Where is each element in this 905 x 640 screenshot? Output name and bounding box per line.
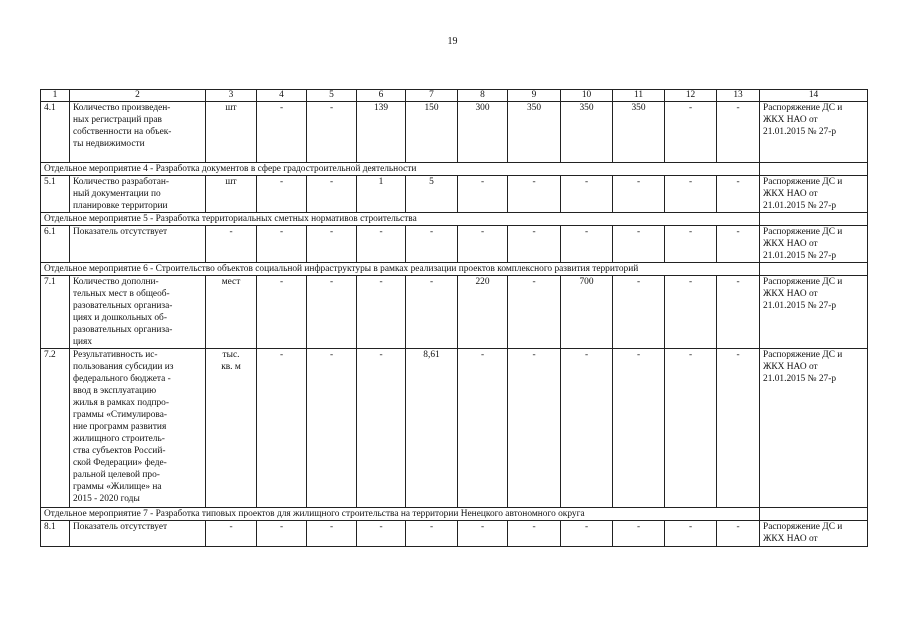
value-cell: - <box>406 276 458 349</box>
unit-cell <box>206 226 257 263</box>
value-cell: 1 <box>357 176 406 213</box>
column-header: 7 <box>406 90 458 102</box>
row-index: 7.2 <box>41 349 70 508</box>
indicator-name-line: ный документации по <box>73 189 161 199</box>
value-cell: 139 <box>357 102 406 163</box>
column-header: 4 <box>257 90 307 102</box>
value-cell: 5 <box>406 176 458 213</box>
indicator-name-line: Результативность ис- <box>73 350 158 360</box>
value-cell: - <box>406 226 458 263</box>
header-row <box>41 90 868 102</box>
unit-cell <box>206 521 257 547</box>
unit-line: тыс. <box>222 350 240 360</box>
indicator-name-line: ввод в эксплуатацию <box>73 386 157 396</box>
indicator-name-line: планировке территории <box>73 201 168 211</box>
indicator-name-line: ства субъектов Россий- <box>73 446 166 456</box>
value-cell: - <box>257 349 307 508</box>
value-cell: - <box>508 176 561 213</box>
value-cell: 350 <box>561 102 613 163</box>
column-header: 14 <box>760 90 868 102</box>
reference-cell <box>760 176 868 213</box>
indicator-name-line: ральной целевой про- <box>73 470 160 480</box>
section-title: Отдельное мероприятие 7 - Разработка типовых проектов для жилищного строительства на территории Ненецкого автономного округа <box>41 508 760 521</box>
indicators-table <box>40 89 868 547</box>
reference-line: 21.01.2015 № 27-р <box>763 251 837 261</box>
value-cell: - <box>665 521 717 547</box>
indicator-name-line: собственности на объек- <box>73 127 172 137</box>
value-cell: 300 <box>458 102 508 163</box>
column-header: 3 <box>206 90 257 102</box>
value-cell: - <box>508 349 561 508</box>
value-cell: - <box>613 176 665 213</box>
value-cell: - <box>357 276 406 349</box>
value-cell: - <box>561 176 613 213</box>
value-cell: - <box>307 176 357 213</box>
indicator-name-line: ской Федерации» феде- <box>73 458 167 468</box>
reference-cell <box>760 102 868 163</box>
reference-line: 21.01.2015 № 27-р <box>763 127 837 137</box>
column-header: 6 <box>357 90 406 102</box>
indicator-name-line: разовательных организа- <box>73 301 173 311</box>
unit-line: шт <box>225 103 237 113</box>
indicator-name-line: циях <box>73 337 93 347</box>
value-cell: - <box>307 226 357 263</box>
page-number: 19 <box>447 36 458 47</box>
value-cell: - <box>717 521 760 547</box>
unit-line: - <box>229 227 233 237</box>
value-cell: - <box>665 349 717 508</box>
section-row <box>41 508 868 521</box>
value-cell: - <box>357 521 406 547</box>
value-cell: 700 <box>561 276 613 349</box>
column-header: 12 <box>665 90 717 102</box>
unit-line: шт <box>225 177 237 187</box>
reference-line: Распоряжение ДС и <box>763 522 843 532</box>
indicator-name <box>70 102 206 163</box>
section-title: Отдельное мероприятие 4 - Разработка документов в сфере градостроительной деятельности <box>41 163 760 176</box>
reference-line: ЖКХ НАО от <box>763 362 818 372</box>
reference-line: ЖКХ НАО от <box>763 289 818 299</box>
indicator-name-line: ных регистраций прав <box>73 115 162 125</box>
indicator-name-line: Количество дополни- <box>73 277 159 287</box>
value-cell: - <box>307 521 357 547</box>
unit-cell <box>206 176 257 213</box>
indicator-name-line: 2015 - 2020 годы <box>73 494 140 504</box>
row-index: 6.1 <box>41 226 70 263</box>
column-header: 10 <box>561 90 613 102</box>
reference-line: Распоряжение ДС и <box>763 277 843 287</box>
value-cell: - <box>717 349 760 508</box>
value-cell: - <box>257 226 307 263</box>
value-cell: - <box>508 226 561 263</box>
value-cell: 220 <box>458 276 508 349</box>
value-cell: - <box>613 226 665 263</box>
column-header: 9 <box>508 90 561 102</box>
value-cell: 8,61 <box>406 349 458 508</box>
value-cell: - <box>307 102 357 163</box>
reference-line: Распоряжение ДС и <box>763 350 843 360</box>
reference-line: 21.01.2015 № 27-р <box>763 201 837 211</box>
section-title: Отдельное мероприятие 6 - Строительство объектов социальной инфраструктуры в рамках реализации проектов комплексного развития территорий <box>41 263 760 276</box>
section-row <box>41 263 868 276</box>
value-cell: - <box>561 349 613 508</box>
reference-line: ЖКХ НАО от <box>763 239 818 249</box>
indicator-name <box>70 521 206 547</box>
value-cell: - <box>458 521 508 547</box>
value-cell: - <box>257 276 307 349</box>
indicator-name-line: ние программ развития <box>73 422 167 432</box>
table-body <box>41 90 868 547</box>
unit-line: - <box>229 522 233 532</box>
value-cell: 150 <box>406 102 458 163</box>
column-header: 8 <box>458 90 508 102</box>
indicator-name-line: Количество произведен- <box>73 103 171 113</box>
value-cell: - <box>561 226 613 263</box>
indicator-name-line: ты недвижимости <box>73 139 145 149</box>
indicator-name-line: пользования субсидии из <box>73 362 174 372</box>
reference-line: 21.01.2015 № 27-р <box>763 374 837 384</box>
row-index: 5.1 <box>41 176 70 213</box>
row-index: 7.1 <box>41 276 70 349</box>
value-cell: - <box>717 276 760 349</box>
section-row <box>41 163 868 176</box>
indicator-name <box>70 226 206 263</box>
value-cell: - <box>561 521 613 547</box>
table-row <box>41 176 868 213</box>
indicator-name-line: Показатель отсутствует <box>73 522 168 532</box>
section-empty-cell <box>760 263 868 276</box>
unit-cell <box>206 349 257 508</box>
value-cell: - <box>257 176 307 213</box>
unit-line: мест <box>221 277 241 287</box>
indicator-name-line: циях и дошкольных об- <box>73 313 167 323</box>
column-header: 5 <box>307 90 357 102</box>
indicator-name <box>70 349 206 508</box>
value-cell: - <box>257 521 307 547</box>
row-index: 4.1 <box>41 102 70 163</box>
indicator-name-line: тельных мест в общеоб- <box>73 289 170 299</box>
reference-line: 21.01.2015 № 27-р <box>763 301 837 311</box>
value-cell: - <box>717 176 760 213</box>
indicator-name-line: разовательных организа- <box>73 325 173 335</box>
table-row <box>41 276 868 349</box>
row-index: 8.1 <box>41 521 70 547</box>
value-cell: - <box>508 276 561 349</box>
value-cell: 350 <box>613 102 665 163</box>
reference-line: Распоряжение ДС и <box>763 227 843 237</box>
indicator-name-line: жилищного строитель- <box>73 434 165 444</box>
column-header: 11 <box>613 90 665 102</box>
value-cell: - <box>307 349 357 508</box>
table-row <box>41 349 868 508</box>
value-cell: - <box>508 521 561 547</box>
value-cell: - <box>665 226 717 263</box>
value-cell: - <box>665 276 717 349</box>
reference-cell <box>760 521 868 547</box>
section-empty-cell <box>760 163 868 176</box>
value-cell: - <box>357 226 406 263</box>
table-row <box>41 102 868 163</box>
reference-line: Распоряжение ДС и <box>763 177 843 187</box>
unit-cell <box>206 276 257 349</box>
reference-line: ЖКХ НАО от <box>763 115 818 125</box>
unit-line: кв. м <box>221 362 241 372</box>
unit-cell <box>206 102 257 163</box>
section-empty-cell <box>760 508 868 521</box>
reference-cell <box>760 349 868 508</box>
value-cell: - <box>665 102 717 163</box>
value-cell: - <box>717 102 760 163</box>
value-cell: - <box>717 226 760 263</box>
indicator-name-line: федерального бюджета - <box>73 374 171 384</box>
value-cell: - <box>406 521 458 547</box>
indicator-name-line: Количество разработан- <box>73 177 170 187</box>
value-cell: 350 <box>508 102 561 163</box>
value-cell: - <box>665 176 717 213</box>
table-row <box>41 521 868 547</box>
reference-line: ЖКХ НАО от <box>763 534 818 544</box>
value-cell: - <box>613 521 665 547</box>
column-header: 13 <box>717 90 760 102</box>
reference-line: Распоряжение ДС и <box>763 103 843 113</box>
section-title: Отдельное мероприятие 5 - Разработка территориальных сметных нормативов строительства <box>41 213 760 226</box>
value-cell: - <box>458 176 508 213</box>
column-header: 1 <box>41 90 70 102</box>
value-cell: - <box>613 349 665 508</box>
value-cell: - <box>357 349 406 508</box>
value-cell: - <box>613 276 665 349</box>
indicator-name <box>70 176 206 213</box>
indicator-name-line: Показатель отсутствует <box>73 227 168 237</box>
reference-line: ЖКХ НАО от <box>763 189 818 199</box>
reference-cell <box>760 276 868 349</box>
value-cell: - <box>257 102 307 163</box>
value-cell: - <box>458 349 508 508</box>
indicator-name-line: граммы «Стимулирова- <box>73 410 167 420</box>
section-row <box>41 213 868 226</box>
indicator-name <box>70 276 206 349</box>
section-empty-cell <box>760 213 868 226</box>
value-cell: - <box>307 276 357 349</box>
indicator-name-line: граммы «Жилище» на <box>73 482 162 492</box>
table-row <box>41 226 868 263</box>
indicator-name-line: жилья в рамках подпро- <box>73 398 169 408</box>
reference-cell <box>760 226 868 263</box>
value-cell: - <box>458 226 508 263</box>
column-header: 2 <box>70 90 206 102</box>
